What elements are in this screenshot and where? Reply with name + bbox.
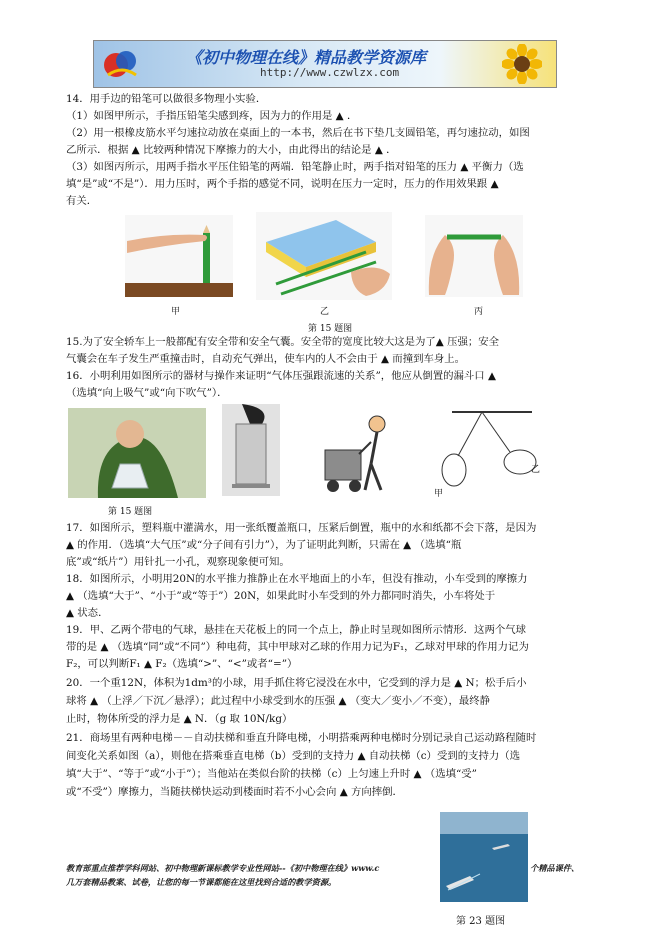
header-banner <box>93 40 557 88</box>
caption-jia: 甲 <box>171 307 181 317</box>
q14-title: 14．用手边的铅笔可以做很多物理小实验． <box>66 93 267 105</box>
site-logo-icon <box>102 45 142 83</box>
figure-charged-balloons <box>432 406 544 498</box>
figure-funnel-blow <box>68 408 206 498</box>
q17-line3: 底”或“纸片”）用针扎一小孔，观察现象便可知。 <box>66 556 290 568</box>
q14-part2b: 乙所示．根据 ▲ 比较两种情况下摩擦力的大小，由此得出的结论是 ▲ ． <box>66 144 397 156</box>
q17-line1: 17．如图所示，塑料瓶中灌满水，用一张纸覆盖瓶口，压紧后倒置，瓶中的水和纸都不会下落，是因为 <box>66 522 537 534</box>
q19-line2: 带的是 ▲ （选填“同”或“不同”）种电荷，其中甲球对乙球的作用力记为F₁，乙球对甲球的作用力记为 <box>66 641 529 653</box>
q18-line1: 18．如图所示，小明用20N的水平推力推静止在水平地面上的小车，但没有推动，小车受到的摩擦力 <box>66 573 528 585</box>
q14-part1: （1）如图甲所示，手指压铅笔尖感到疼，因为力的作用是 ▲ ． <box>66 110 358 122</box>
caption-fig15a: 第 15 题图 <box>308 324 353 334</box>
figure-bottle-paper <box>222 404 280 496</box>
q19-line1: 19．甲、乙两个带电的气球，悬挂在天花板上的同一个点上，静止时呈现如图所示情形．这两个气球 <box>66 624 527 636</box>
q15-line1: 15.为了安全轿车上一般都配有安全带和安全气囊。安全带的宽度比较大这是为了▲ 压强；安全 <box>66 336 500 348</box>
q18-line2: ▲ （选填“大于”、“小于”或“等于”）20N，如果此时小车受到的外力都同时消失，小车将处于 <box>66 590 496 602</box>
caption-fig15b: 第 15 题图 <box>108 507 153 517</box>
caption-jia-balloon: 甲 <box>434 489 444 499</box>
q21-line4: 或“不受”）摩擦力，当随扶梯快运动到楼面时若不小心会向 ▲ 方向摔倒． <box>66 786 403 798</box>
q20-line2: 球将 ▲ （上浮／下沉／悬浮）；此过程中小球受到水的压强 ▲ （变大／变小／不变），最终静 <box>66 695 491 707</box>
q21-line3: 填“大于”、“等于”或“小于”）；当他站在类似台阶的扶梯（c）上匀速上升时 ▲ （选填“受” <box>66 768 477 780</box>
q21-line2: 间变化关系如图（a），则他在搭乘垂直电梯（b）受到的支持力 ▲ 自动扶梯（c）受到的支持力（选 <box>66 750 521 762</box>
q17-line2: ▲ 的作用．（选填“大气压”或“分子间有引力”），为了证明此判断，只需在 ▲ （选填“瓶 <box>66 539 462 551</box>
banner-title: 《初中物理在线》精品教学资源库 <box>186 48 427 67</box>
footer-line1: 教育部重点推荐学科网站、初中物理新课标教学专业性网站--《初中物理在线》www.c <box>66 863 380 873</box>
footer-line1-tail: 个精品课件、 <box>530 863 580 873</box>
figure-23-ships <box>440 812 528 902</box>
footer-line2: 几万套精品教案、试卷，让您的每一节课都能在这里找到合适的教学资源。 <box>66 877 337 887</box>
q15-line2: 气囊会在车子发生严重撞击时，自动充气弹出，使车内的人不会由于 ▲ 而撞到车身上。 <box>66 353 466 365</box>
figure-jia-finger-pencil <box>125 215 233 297</box>
q16-line2: （选填“向上吸气”或“向下吹气”）． <box>66 387 228 399</box>
banner-url[interactable]: http://www.czwlzx.com <box>260 66 400 79</box>
caption-yi: 乙 <box>320 307 330 317</box>
q14-part3c: 有关． <box>66 195 98 207</box>
caption-bing: 丙 <box>474 307 484 317</box>
figure-boy-push-cart <box>323 412 391 494</box>
q19-line3: F₂，可以判断F₁ ▲ F₂（选填“>”、“<”或者“=”） <box>66 658 298 670</box>
q14-part3a: （3）如图丙所示，用两手指水平压住铅笔的两端．铅笔静止时，两手指对铅笔的压力 ▲ 平衡力（选 <box>66 161 524 173</box>
q14-part3b: 填“是”或“不是”）．用力压时，两个手指的感觉不同，说明在压力一定时，压力的作用效果跟 ▲ <box>66 178 499 190</box>
q18-line3: ▲ 状态． <box>66 607 109 619</box>
caption-yi-balloon: 乙 <box>531 465 541 475</box>
q14-part2a: （2）用一根橡皮筋水平匀速拉动放在桌面上的一本书，然后在书下垫几支圆铅笔，再匀速拉动，如图 <box>66 127 530 139</box>
q20-line1: 20．一个重12N，体积为1dm³的小球，用手抓住将它浸没在水中，它受到的浮力是 ▲ N；松手后小 <box>66 677 527 689</box>
q21-line1: 21．商场里有两种电梯－－自动扶梯和垂直升降电梯，小明搭乘两种电梯时分别记录自己运动路程随时 <box>66 732 537 744</box>
figure-bing-hands-pencil <box>425 215 523 297</box>
figure-yi-book-pencils <box>256 212 392 300</box>
caption-fig23: 第 23 题图 <box>456 916 506 927</box>
q20-line3: 止时，物体所受的浮力是 ▲ N．（g 取 10N/kg） <box>66 713 293 725</box>
sunflower-icon <box>502 44 542 84</box>
q16-line1: 16．小明利用如图所示的器材与操作来证明“气体压强跟流速的关系”，他应从倒置的漏斗口 ▲ <box>66 370 496 382</box>
